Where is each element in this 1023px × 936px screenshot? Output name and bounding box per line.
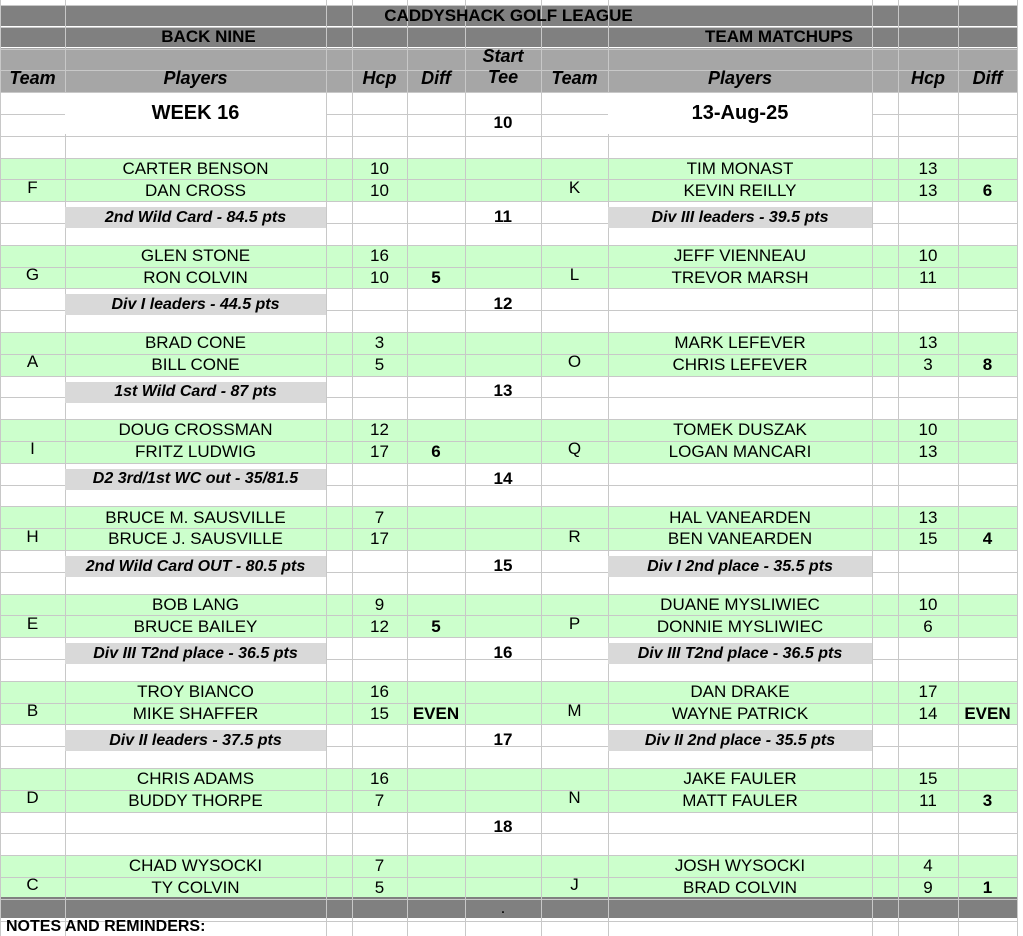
player-name-left: TY COLVIN [151,878,240,898]
handicap-left: 12 [370,616,389,636]
col-hcp-right: Hcp [910,67,945,88]
player-name-right: JEFF VIENNEAU [673,246,807,266]
player-name-left: BRAD CONE [144,333,247,353]
handicap-left: 10 [370,158,389,178]
start-tee-number: 16 [493,643,513,663]
diff-right: 6 [982,180,993,200]
handicap-left: 16 [370,246,389,266]
player-name-right: MATT FAULER [682,791,798,811]
footer-dot: . [500,897,506,917]
player-name-left: MIKE SHAFFER [132,703,259,723]
start-tee-number: 18 [493,817,513,837]
start-tee-number: 13 [493,381,513,401]
handicap-right: 10 [918,420,938,440]
handicap-left: 15 [370,703,389,723]
diff-left [407,354,465,376]
standing-note-left: Div II leaders - 37.5 pts [65,730,326,751]
handicap-left: 5 [374,878,385,898]
league-title: CADDYSHACK GOLF LEAGUE [384,5,633,25]
player-name-right: TIM MONAST [686,158,794,178]
player-name-left: GLEN STONE [140,246,251,266]
handicap-right: 10 [918,594,938,614]
player-name-right: BRAD COLVIN [683,878,797,898]
handicap-right: 10 [918,246,938,266]
team-letter-left: C [26,875,39,895]
team-letter-left: G [25,264,40,284]
team-letter-left: F [27,177,38,197]
diff-right: 1 [982,878,993,898]
start-tee-number: 12 [493,294,513,314]
handicap-left: 5 [374,355,385,375]
player-name-right: DAN DRAKE [690,682,790,702]
diff-left: EVEN [412,703,460,723]
diff-left [407,877,465,899]
standing-note-left: 1st Wild Card - 87 pts [65,382,326,403]
handicap-left: 16 [370,769,389,789]
standing-note-left: 2nd Wild Card - 84.5 pts [65,207,326,228]
week-label: WEEK 16 [65,93,326,134]
player-name-left: RON COLVIN [143,267,248,287]
team-letter-left: H [26,526,39,546]
player-name-right: KEVIN REILLY [683,180,797,200]
player-name-right: LOGAN MANCARI [668,442,812,462]
diff-left [407,180,465,202]
start-tee-number: 14 [493,468,513,488]
handicap-right: 6 [923,616,933,636]
handicap-left: 16 [370,682,389,702]
player-name-right: BEN VANEARDEN [667,529,813,549]
diff-left [407,529,465,551]
standing-note-left: 2nd Wild Card OUT - 80.5 pts [65,556,326,577]
player-name-right: JOSH WYSOCKI [674,856,806,876]
handicap-left: 7 [374,856,385,876]
diff-left: 5 [431,267,441,287]
player-name-right: TREVOR MARSH [671,267,809,287]
team-letter-right: P [568,613,581,633]
handicap-right: 11 [919,267,937,287]
player-name-left: BUDDY THORPE [128,791,263,811]
handicap-left: 17 [370,442,389,462]
player-name-right: JAKE FAULER [683,769,797,789]
team-letter-right: Q [567,439,582,459]
col-hcp-left: Hcp [362,67,397,88]
handicap-right: 9 [923,878,933,898]
player-name-right: DUANE MYSLIWIEC [660,594,820,614]
player-name-right: MARK LEFEVER [674,333,806,353]
handicap-right: 4 [923,856,933,876]
diff-right: 3 [982,791,993,811]
col-diff-right: Diff [972,67,1003,88]
team-letter-right: N [568,788,581,808]
handicap-left: 3 [374,333,385,353]
col-players-left: Players [163,67,228,88]
handicap-right: 15 [918,529,938,549]
notes-title: NOTES AND REMINDERS: [6,918,206,935]
team-letter-left: D [26,788,39,808]
player-name-right: TOMEK DUSZAK [673,420,807,440]
player-name-left: TROY BIANCO [137,682,254,702]
handicap-right: 13 [918,158,938,178]
handicap-right: 13 [918,180,938,200]
diff-right: EVEN [964,703,1011,723]
standing-note-left: Div III T2nd place - 36.5 pts [65,643,326,664]
player-name-left: BRUCE M. SAUSVILLE [105,507,286,527]
col-players-right: Players [707,67,773,88]
team-letter-right: J [570,875,579,895]
player-name-right: HAL VANEARDEN [669,507,811,527]
handicap-right: 13 [918,333,938,353]
standing-note-left: Div I leaders - 44.5 pts [65,294,326,315]
start-tee-number: 11 [494,207,512,227]
standing-note-right: Div II 2nd place - 35.5 pts [608,730,872,751]
team-letter-right: O [567,352,582,372]
start-tee-number: 10 [493,112,513,132]
col-diff-left: Diff [421,67,451,88]
diff-right [958,267,1017,289]
handicap-right: 11 [919,791,937,811]
match-date: 13-Aug-25 [608,93,872,134]
team-letter-right: L [569,264,580,284]
player-name-left: BRUCE J. SAUSVILLE [108,529,283,549]
player-name-left: BOB LANG [152,594,239,614]
team-letter-left: B [26,700,39,720]
col-team-left: Team [9,67,56,88]
col-start-tee-line1: Start [482,46,524,66]
player-name-left: BILL CONE [151,355,240,375]
col-team-right: Team [551,67,598,88]
handicap-left: 7 [374,791,385,811]
player-name-left: CHRIS ADAMS [136,769,255,789]
player-name-right: WAYNE PATRICK [671,703,809,723]
team-letter-left: A [26,352,39,372]
handicap-right: 13 [918,442,938,462]
player-name-left: FRITZ LUDWIG [135,442,256,462]
team-letter-right: K [568,177,581,197]
handicap-left: 10 [370,267,389,287]
diff-left: 5 [431,616,441,636]
handicap-right: 17 [918,682,938,702]
diff-right [958,441,1017,463]
diff-right: 4 [982,529,993,549]
standing-note-right: Div III leaders - 39.5 pts [608,207,872,228]
handicap-right: 13 [918,507,938,527]
handicap-left: 17 [370,529,389,549]
team-letter-right: R [568,526,581,546]
player-name-right: CHRIS LEFEVER [672,355,808,375]
team-letter-left: E [26,613,39,633]
standing-note-right: Div I 2nd place - 35.5 pts [608,556,872,577]
player-name-left: CARTER BENSON [122,158,269,178]
player-name-left: DAN CROSS [144,180,247,200]
start-tee-number: 17 [493,730,513,750]
diff-right [958,616,1017,638]
team-letter-right: M [567,700,582,720]
team-letter-left: I [30,439,35,459]
diff-right: 8 [982,355,993,375]
handicap-left: 12 [370,420,389,440]
start-tee-number: 15 [493,555,513,575]
col-start-tee-line2: Tee [487,66,519,87]
player-name-left: BRUCE BAILEY [133,616,258,636]
handicap-right: 14 [918,703,938,723]
handicap-left: 9 [374,594,385,614]
handicap-left: 7 [374,507,385,527]
handicap-right: 15 [918,769,938,789]
team-matchups-label: TEAM MATCHUPS [705,27,853,46]
player-name-left: CHAD WYSOCKI [128,856,263,876]
standing-note-right: Div III T2nd place - 36.5 pts [608,643,872,664]
player-name-right: DONNIE MYSLIWIEC [656,616,824,636]
standing-note-left: D2 3rd/1st WC out - 35/81.5 [65,469,326,490]
back-nine-label: BACK NINE [161,27,256,46]
diff-left [407,790,465,812]
player-name-left: DOUG CROSSMAN [118,420,273,440]
handicap-left: 10 [370,180,389,200]
handicap-right: 3 [923,355,933,375]
diff-left: 6 [431,442,441,462]
